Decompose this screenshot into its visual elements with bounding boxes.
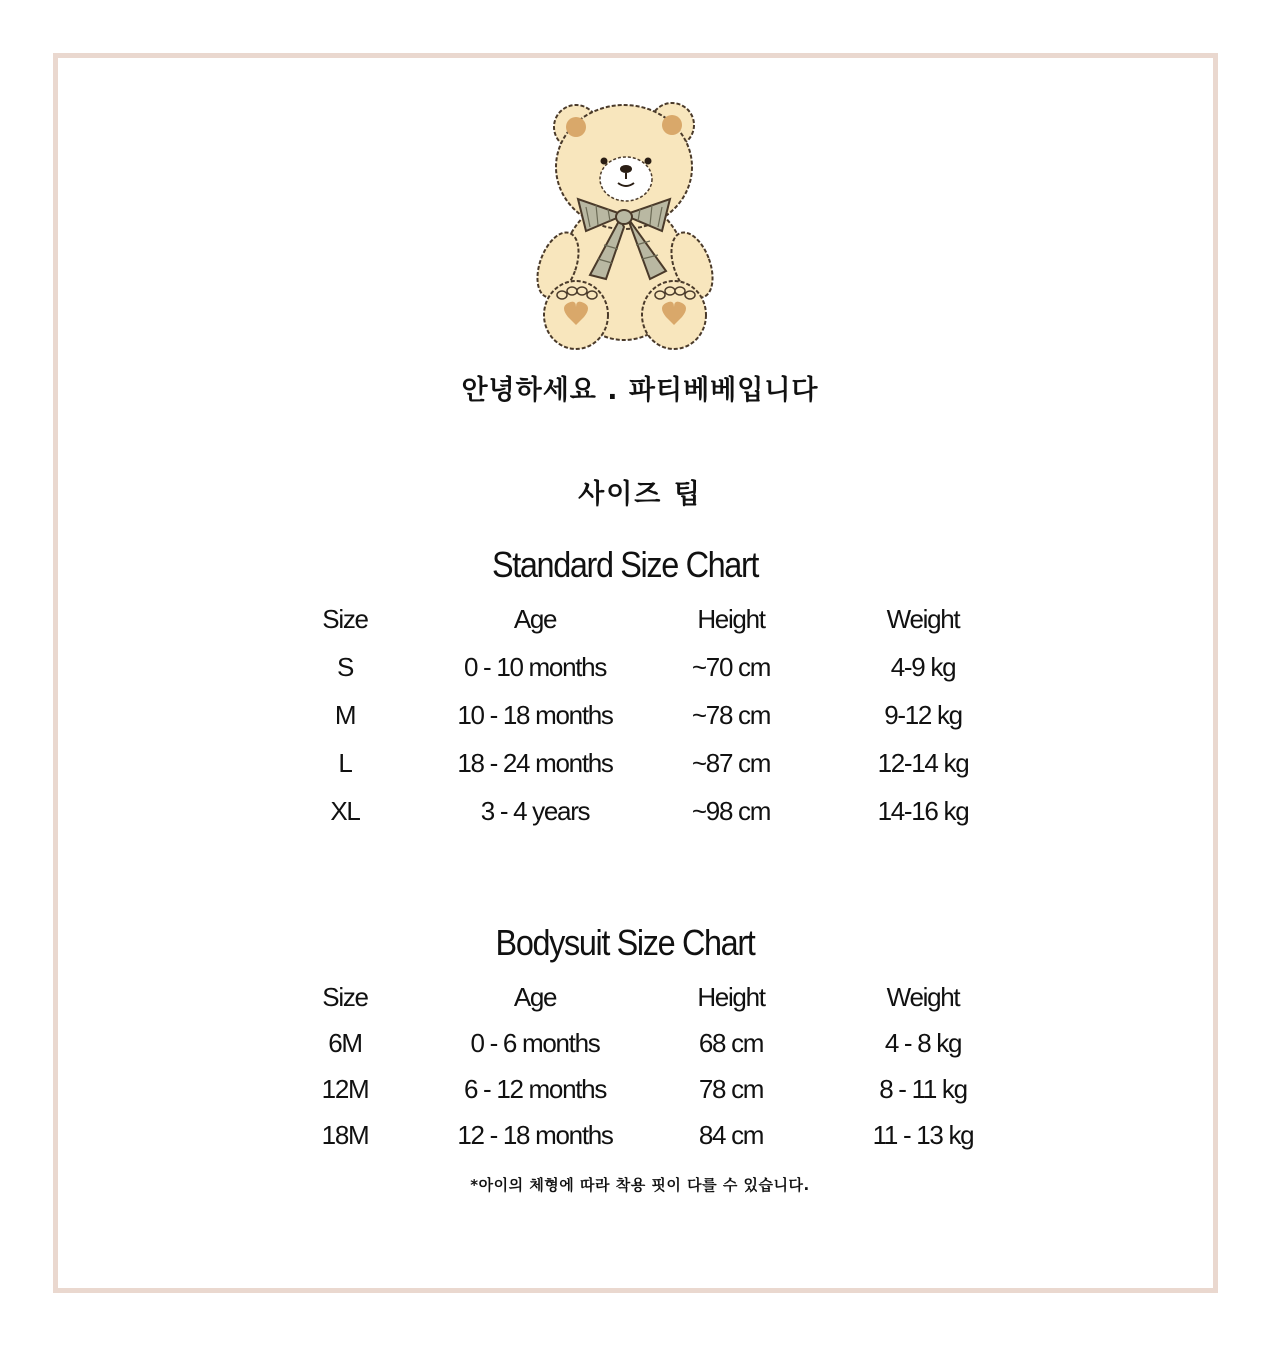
table-row bbox=[0, 1028, 1280, 1074]
bodysuit-chart-title: Bodysuit Size Chart bbox=[495, 922, 755, 963]
weight-cell: 12-14 kg bbox=[877, 748, 969, 778]
height-cell: 78 cm bbox=[698, 1074, 764, 1104]
weight-cell: 4 - 8 kg bbox=[884, 1028, 962, 1058]
table-header-row bbox=[0, 604, 1280, 652]
weight-cell: 11 - 13 kg bbox=[872, 1120, 974, 1150]
height-cell: ~87 cm bbox=[691, 748, 771, 778]
table-row bbox=[0, 1074, 1280, 1120]
age-cell: 6 - 12 months bbox=[463, 1074, 607, 1104]
height-cell: ~98 cm bbox=[691, 796, 771, 826]
size-cell: 18M bbox=[321, 1120, 369, 1150]
age-cell: 12 - 18 months bbox=[457, 1120, 613, 1150]
header-weight: Weight bbox=[886, 604, 960, 634]
bodysuit-size-table bbox=[0, 982, 1280, 1166]
age-cell: 0 - 10 months bbox=[463, 652, 607, 682]
table-row bbox=[0, 1120, 1280, 1166]
weight-cell: 14-16 kg bbox=[877, 796, 969, 826]
age-cell: 18 - 24 months bbox=[457, 748, 613, 778]
height-cell: ~70 cm bbox=[691, 652, 771, 682]
size-cell: 6M bbox=[328, 1028, 362, 1058]
table-row bbox=[0, 796, 1280, 844]
fit-footnote: *아이의 체형에 따라 착용 핏이 다를 수 있습니다. bbox=[470, 1176, 810, 1194]
age-cell: 10 - 18 months bbox=[457, 700, 613, 730]
table-row bbox=[0, 652, 1280, 700]
size-cell: 12M bbox=[321, 1074, 369, 1104]
table-header-row bbox=[0, 982, 1280, 1028]
greeting-text: 안녕하세요 . 파티베베입니다 bbox=[461, 375, 819, 406]
header-height: Height bbox=[697, 604, 765, 634]
header-age: Age bbox=[513, 604, 557, 634]
height-cell: 68 cm bbox=[698, 1028, 764, 1058]
size-cell: L bbox=[338, 748, 352, 778]
age-cell: 3 - 4 years bbox=[480, 796, 590, 826]
header-height: Height bbox=[697, 982, 765, 1012]
header-weight: Weight bbox=[886, 982, 960, 1012]
weight-cell: 9-12 kg bbox=[884, 700, 962, 730]
size-cell: XL bbox=[330, 796, 360, 826]
header-size: Size bbox=[322, 604, 368, 634]
height-cell: 84 cm bbox=[698, 1120, 764, 1150]
standard-chart-title: Standard Size Chart bbox=[491, 544, 759, 585]
teddy-bear-icon bbox=[526, 95, 722, 351]
header-age: Age bbox=[513, 982, 557, 1012]
header-size: Size bbox=[322, 982, 368, 1012]
standard-size-table bbox=[0, 604, 1280, 844]
age-cell: 0 - 6 months bbox=[470, 1028, 600, 1058]
table-row bbox=[0, 700, 1280, 748]
size-cell: S bbox=[336, 652, 354, 682]
table-row bbox=[0, 748, 1280, 796]
weight-cell: 8 - 11 kg bbox=[879, 1074, 967, 1104]
size-cell: M bbox=[334, 700, 356, 730]
weight-cell: 4-9 kg bbox=[890, 652, 956, 682]
height-cell: ~78 cm bbox=[691, 700, 771, 730]
size-tip-heading: 사이즈 팁 bbox=[578, 479, 702, 510]
